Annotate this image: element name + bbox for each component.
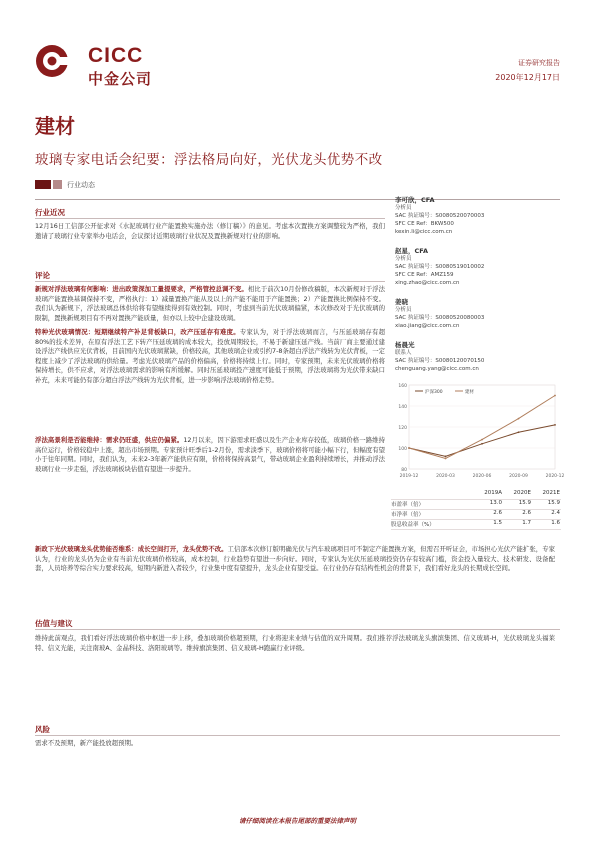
data-point bbox=[518, 418, 520, 420]
performance-chart bbox=[391, 375, 565, 485]
comment-paragraph-1 bbox=[35, 285, 385, 325]
comment-body-2: 专家认为，对于浮法玻璃而言，与压延玻璃存有超80%的技术差异，在原有浮法工艺下转产压延玻璃的成本较大，投放周期较长，不易于新建压延产线。当前厂商主要通过建设浮法产线供应光伏背板，目前国内光伏玻璃紧缺，价格较高，其他玻璃企业或引约7-8条超白浮法产线转为光伏背板，一定程度上减少了浮法玻璃的供给量。考虑光伏玻璃产品的价格偏高，价格将持续上行。同时，专家预期，未来光伏玻璃价格将保持增长，供不应求，对浮法玻璃需求的影响有所缓解。同时压延玻璃投产速度可能低于预期，浮法玻璃将为光伏带来缺口补充，未来可能仍有部分超白浮法产线转为光伏背板，进一步影响浮法玻璃价格走势。 bbox=[35, 328, 385, 384]
section-heading-risk: 风险 bbox=[35, 725, 50, 734]
table-header-row bbox=[391, 490, 561, 500]
author-email[interactable]: kexin.li@cicc.com.cn bbox=[395, 229, 453, 235]
table-cell: 2.6 bbox=[493, 510, 502, 516]
author-sac: SAC 执证编号：S0080520070003 bbox=[395, 213, 485, 219]
x-tick-label: 2019-12 bbox=[399, 474, 419, 479]
x-tick-label: 2020-03 bbox=[436, 474, 455, 479]
section-rule bbox=[35, 629, 560, 630]
table-row bbox=[391, 520, 561, 530]
x-tick-label: 2020-12 bbox=[545, 474, 565, 479]
author-sac: SAC 执证编号：S0080520080003 bbox=[395, 315, 485, 321]
x-tick-label: 2020-09 bbox=[509, 474, 528, 479]
table-row bbox=[391, 500, 561, 510]
data-point bbox=[481, 439, 483, 441]
author-sfc: SFC CE Ref：BKW500 bbox=[395, 221, 454, 227]
data-point bbox=[554, 395, 556, 397]
series-line-1 bbox=[409, 425, 555, 457]
data-point bbox=[408, 447, 410, 449]
industry-title: 建材 bbox=[35, 114, 75, 138]
section-heading-comment: 评论 bbox=[35, 271, 50, 280]
author-email[interactable]: chenguang.yang@cicc.com.cn bbox=[395, 366, 479, 372]
table-cell: 13.0 bbox=[489, 500, 502, 506]
comment-body-1: 相比于前次10月份修改稿版，本次新规对于浮法玻璃产能置换基调保持不变，严格执行：1）减量置换产能从及以上的产能不能用于产能置换；2）产能置换比例保持不变。我们认为新规下，浮法玻璃总体供给将有望继续得到有效控制。同时，考虑到当前光伏玻璃偏紧，本次修改对于光伏玻璃的限制，置换新规项目有不再对置换产能质量，但亦以上较中企建设玻璃。 bbox=[35, 285, 385, 322]
author-sac: SAC 执证编号：S0080519010002 bbox=[395, 264, 485, 270]
table-cell: 1.6 bbox=[551, 520, 560, 526]
tag-marker-light bbox=[53, 180, 62, 189]
table-cell: 15.9 bbox=[547, 500, 560, 506]
comment-paragraph-3 bbox=[35, 436, 385, 532]
table-cell: 1.5 bbox=[493, 520, 502, 526]
overview-text: 12月16日工信部公开征求对《水泥玻璃行业产能置换实施办法（修订稿）》的意见。考虑本次置换方案调整较为严格，我们邀请了玻璃行业专家举办电话会，会议探讨近期玻璃行业状况及置换新规对行业的影响。 bbox=[35, 222, 385, 240]
table-header-cell bbox=[391, 490, 473, 499]
logo-text-en: CICC bbox=[88, 44, 144, 67]
data-point bbox=[518, 431, 520, 433]
legend-label: 建材 bbox=[465, 390, 474, 395]
y-tick-label: 140 bbox=[398, 405, 407, 410]
author-sfc: SFC CE Ref：AMZ159 bbox=[395, 272, 454, 278]
table-cell: 股息收益率（%） bbox=[391, 522, 435, 528]
table-cell: 1.7 bbox=[522, 520, 531, 526]
author-email[interactable]: xing.zhao@cicc.com.cn bbox=[395, 280, 460, 286]
report-date: 2020年12月17日 bbox=[495, 73, 560, 82]
legal-footer: 请仔细阅读在本报告尾部的重要法律声明 bbox=[239, 817, 356, 825]
y-tick-label: 80 bbox=[401, 468, 407, 473]
comment-lead-2: 特种光伏玻璃情况：短期继续特产补足背板缺口，改产压延存有难度。 bbox=[35, 328, 240, 336]
author-card bbox=[395, 196, 565, 236]
report-tag: 行业动态 bbox=[67, 181, 95, 189]
section-rule bbox=[35, 735, 560, 736]
author-card bbox=[395, 247, 565, 287]
comment-paragraph-2 bbox=[35, 328, 385, 433]
comment-paragraph-4 bbox=[35, 545, 555, 621]
data-point bbox=[445, 458, 447, 460]
author-role: 分析员 bbox=[395, 307, 412, 313]
author-name: 杨晨光 bbox=[395, 341, 415, 349]
y-tick-label: 120 bbox=[398, 426, 407, 431]
section-heading-overview: 行业近况 bbox=[35, 208, 65, 217]
comment-lead-4: 新政下光伏玻璃龙头优势能否维系：成长空间打开，龙头优势不改。 bbox=[35, 545, 228, 553]
table-cell: 市盈率（倍） bbox=[391, 502, 425, 508]
table-header-cell: 2019A bbox=[484, 490, 502, 496]
section-rule bbox=[35, 218, 385, 219]
table-header-cell: 2020E bbox=[513, 490, 531, 496]
table-cell: 2.6 bbox=[522, 510, 531, 516]
section-rule bbox=[35, 281, 385, 282]
author-email[interactable]: xiao.jiang@cicc.com.cn bbox=[395, 323, 460, 329]
author-sac: SAC 执证编号：S0080120070150 bbox=[395, 358, 485, 364]
author-card bbox=[395, 341, 565, 373]
logo-text-cn: 中金公司 bbox=[88, 70, 153, 88]
data-point bbox=[481, 443, 483, 445]
table-header-cell: 2021E bbox=[542, 490, 560, 496]
author-name: 李可欣，CFA bbox=[395, 196, 435, 204]
report-title: 玻璃专家电话会纪要：浮法格局向好，光伏龙头优势不改 bbox=[35, 152, 383, 168]
y-tick-label: 160 bbox=[398, 384, 407, 389]
risk-text: 需求不及预期，新产能投放超预期。 bbox=[35, 739, 138, 747]
valuation-table bbox=[391, 490, 561, 530]
comment-lead-3: 浮法高景利是否能维持：需求仍旺盛，供应仍偏紧。 bbox=[35, 436, 184, 444]
author-list bbox=[395, 196, 565, 384]
table-cell: 市净率（倍） bbox=[391, 512, 425, 518]
tag-marker bbox=[35, 180, 51, 189]
comment-body-3: 12月以来，因下游需求旺盛以及生产企业库存较低，玻璃价格一路维持高位运行，价格较稳中上涨，超出市场预期。专家预计旺季后1-2月份，需求淡季下，玻璃价格将可能小幅下行，但幅度有望小于往年同期。同时，我们认为，未来2-3年新产能供应有限，价格将保持高景气，带动玻璃企业盈利持续增长，并推动浮法玻璃行业一步走强，浮法玻璃板块估值有望进一步提升。 bbox=[35, 436, 385, 473]
data-point bbox=[445, 456, 447, 458]
report-type: 证券研究报告 bbox=[518, 59, 560, 67]
author-name: 赵星，CFA bbox=[395, 247, 428, 255]
y-tick-label: 100 bbox=[398, 447, 407, 452]
table-cell: 15.9 bbox=[518, 500, 531, 506]
cicc-logo-icon bbox=[35, 44, 69, 78]
comment-lead-1: 新规对浮法玻璃有何影响：进出政策深加工量提要求，严格管控总调不变。 bbox=[35, 285, 248, 293]
x-tick-label: 2020-06 bbox=[472, 474, 492, 479]
table-cell: 2.4 bbox=[551, 510, 560, 516]
section-heading-valuation: 估值与建议 bbox=[35, 619, 73, 628]
author-name: 姜晓 bbox=[395, 298, 408, 306]
author-role: 分析员 bbox=[395, 205, 412, 211]
comment-body-4: 工信部本次修订版明确光伏与汽车玻璃项目可不制定产能置换方案，但需召开听证会，市场担心光伏产能扩张，专家认为，行业的龙头仍为企业有当前光伏玻璃价格较高，成本控制，行业趋势有望进一步向好。同时，专家认为光伏压延玻璃投资仍存有较高门槛，资金投入量较大、技术研发、设备配套，人员培养等综合实力要求较高，短期内新进入者较少，行业集中度有望提升，龙头企业有望受益。在行业仍存有结构性机会的背景下，我们看好龙头的长期成长空间。 bbox=[35, 545, 556, 573]
valuation-text: 维持此前观点，我们看好浮法玻璃价格中枢进一步上移，叠加玻璃价格超预期，行业将迎来业绩与估值的双升周期。我们推荐浮法玻璃龙头旗滨集团、信义玻璃-H，光伏玻璃龙头福莱特、信义光能，关注南玻A、金晶科技、洛阳玻璃等。维持旗滨集团、信义玻璃-H跑赢行业评级。 bbox=[35, 634, 555, 652]
author-role: 分析员 bbox=[395, 256, 412, 262]
legend-label: 沪深300 bbox=[425, 390, 443, 395]
table-row bbox=[391, 510, 561, 520]
author-role: 联系人 bbox=[395, 350, 412, 356]
data-point bbox=[554, 424, 556, 426]
author-card bbox=[395, 298, 565, 330]
